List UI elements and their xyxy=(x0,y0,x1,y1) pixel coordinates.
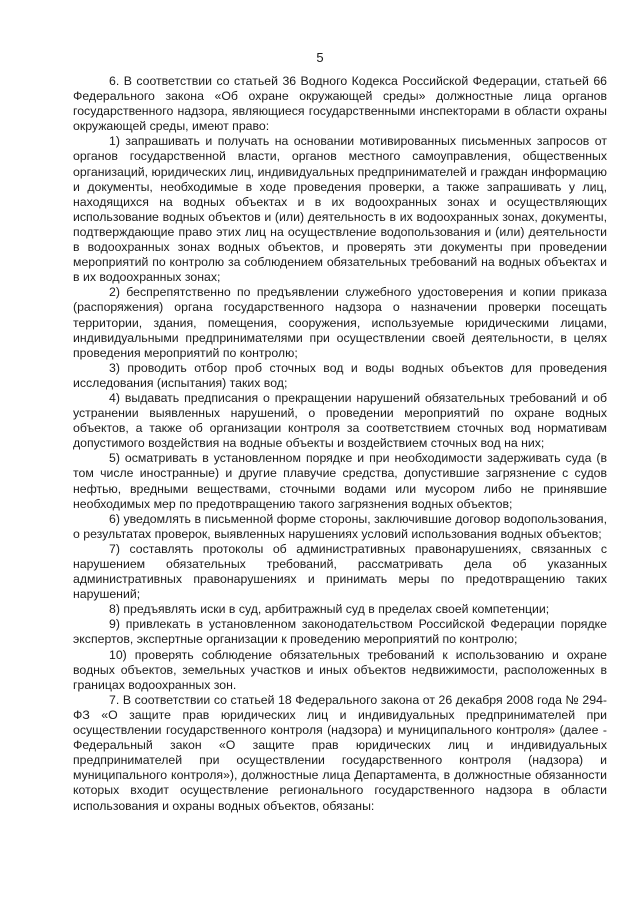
paragraph-item-7: 7) составлять протоколы об административных правонарушениях, связанных с нарушением обязательных требований, рассматривать дела об указанных административных правонарушениях и принимать меры по предотвращению таких нарушений; xyxy=(73,541,607,602)
paragraph-clause-6: 6. В соответствии со статьей 36 Водного Кодекса Российской Федерации, статьей 66 Федерального закона «Об охране окружающей среды» должностные лица органов государственного надзора, являющиеся государственными инспекторами в области охраны окружающей среды, имеют право: xyxy=(73,74,607,134)
paragraph-item-10: 10) проверять соблюдение обязательных требований к использованию и охране водных объектов, земельных участков и иных объектов недвижимости, расположенных в границах водоохранных зон. xyxy=(73,647,607,692)
paragraph-item-8: 8) предъявлять иски в суд, арбитражный суд в пределах своей компетенции; xyxy=(109,602,550,617)
paragraph-item-6: 6) уведомлять в письменной форме стороны, заключившие договор водопользования, о результатах проверок, выявленных нарушениях условий использования водных объектов; xyxy=(73,511,607,541)
document-body xyxy=(73,74,607,814)
paragraph-item-2: 2) беспрепятственно по предъявлении служебного удостоверения и копии приказа (распоряжения) органа государственного надзора о назначении проверки посещать территории, здания, помещения, сооружения, используемые юридическими лицами, индивидуальными предпринимателями при осуществлении своей деятельности, в целях проведения мероприятий по контролю; xyxy=(73,285,607,360)
paragraph-item-4: 4) выдавать предписания о прекращении нарушений обязательных требований и об устранении выявленных нарушений, о проведении мероприятий по охране водных объектов, а также об организации контроля за соответствием сточных вод нормативам допустимого воздействия на водные объекты и воздействием сточных вод на них; xyxy=(73,390,607,451)
page-number: 5 xyxy=(316,50,324,65)
paragraph-item-9: 9) привлекать в установленном законодательством Российской Федерации порядке экспертов, экспертные организации к проведению мероприятий по контролю; xyxy=(73,617,607,647)
paragraph-clause-7: 7. В соответствии со статьей 18 Федерального закона от 26 декабря 2008 года № 294-ФЗ «О защите прав юридических лиц и индивидуальных предпринимателей при осуществлении государственного контроля (надзора) и муниципального контроля» (далее - Федеральный закон «О защите прав юридических лиц и индивидуальных предпринимателей при осуществлении государственного контроля (надзора) и муниципального контроля»), должностные лица Департамента, в должностные обязанности которых входит осуществление регионального государственного надзора в области использования и охраны водных объектов, обязаны: xyxy=(73,692,607,813)
paragraph-item-1: 1) запрашивать и получать на основании мотивированных письменных запросов от органов государственной власти, органов местного самоуправления, общественных организаций, юридических лиц, индивидуальных предпринимателей и граждан информацию и документы, необходимые в ходе проведения проверки, а также запрашивать у лиц, находящихся на водных объектах и в их водоохранных зонах и осуществляющих использование водных объектов и (или) деятельность в их водоохранных зонах, документы, подтверждающие право этих лиц на осуществление водопользования и (или) деятельности в водоохранных зонах водных объектов, и проверять эти документы при проведении мероприятий по контролю за соблюдением обязательных требований на водных объектах и в их водоохранных зонах; xyxy=(73,134,607,285)
paragraph-item-3: 3) проводить отбор проб сточных вод и воды водных объектов для проведения исследования (испытания) таких вод; xyxy=(73,360,607,390)
paragraph-item-5: 5) осматривать в установленном порядке и при необходимости задерживать суда (в том числе иностранные) и другие плавучие средства, допустившие загрязнение с судов нефтью, вредными веществами, сточными водами или мусором либо не принявшие необходимых мер по предотвращению такого загрязнения водных объектов; xyxy=(73,451,607,511)
